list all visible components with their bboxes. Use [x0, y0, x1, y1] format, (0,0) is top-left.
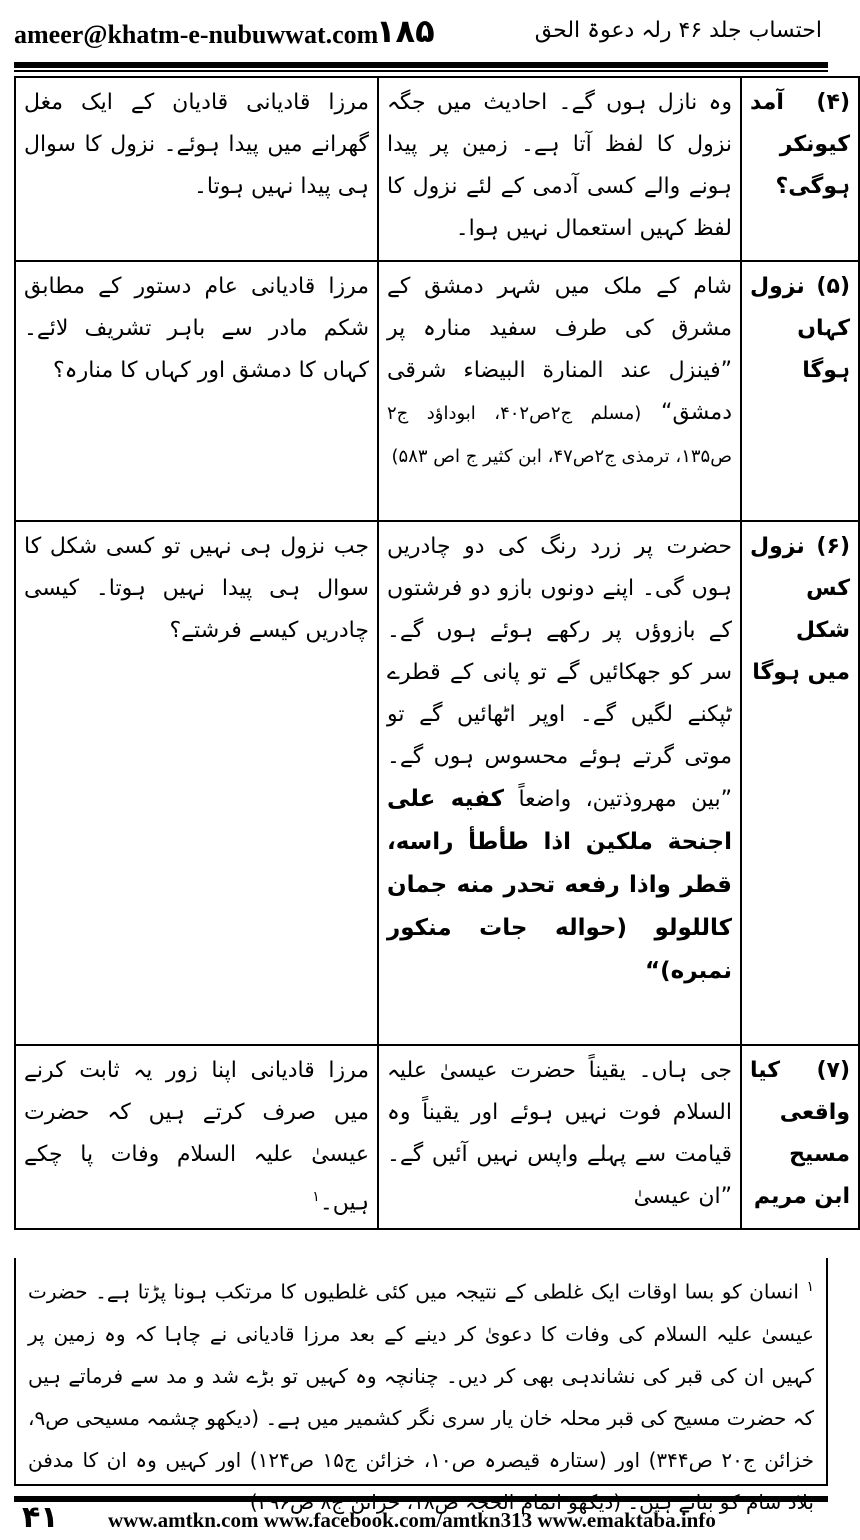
answer-text: حضرت پر زرد رنگ کی دو چادریں ہوں گی۔ اپنے دونوں بازو دو فرشتوں کے بازوؤں پر رکھے ہوئے ہوں گے۔ سر کو جھکائیں گے تو پانی کے قطرے ٹپکنے لگیں گے۔ اوپر اٹھائیں گے تو موتی گرتے ہوئے محسوس ہوں گے۔ ”بین مهروذتین، واضعاً — [387, 534, 732, 812]
page-header — [0, 0, 840, 62]
header-rule-thick — [14, 62, 828, 68]
header-book-title: احتساب جلد ۴۶ رلہ دعوۃ الحق — [534, 18, 822, 43]
footnote-text: انسان کو بسا اوقات ایک غلطی کے نتیجہ میں کئی غلطیوں کا مرتکب ہونا پڑتا ہے۔ حضرت عیسیٰ علیہ السلام کی وفات کا دعویٰ کر دینے کے بعد مرزا قادیانی نے چاہا کہ وہ زمین پر کہیں ان کی قبر کی نشاندہی بھی کر دیں۔ چنانچہ وہ کہیں تو بڑے شد و مد سے فرماتے ہیں کہ حضرت مسیح کی قبر محلہ خان یار سری نگر کشمیر میں ہے۔ (دیکھو چشمہ مسیحی ص۹، خزائن ج۲۰ ص۳۴۴) اور (ستارہ قیصرہ ص۱۰، خزائن ج۱۵ ص۱۲۴) اور کہیں وہ ان کا مدفن — [28, 1279, 815, 1472]
row-answer: وہ نازل ہوں گے۔ احادیث میں جگہ نزول کا لفظ آتا ہے۔ زمین پر پیدا ہونے والے کسی آدمی کے لئے نزول کا لفظ کہیں استعمال نہیں ہوا۔ — [378, 77, 741, 261]
footer-page-number: ۴۱ — [22, 1500, 59, 1535]
row-comment: جب نزول ہی نہیں تو کسی شکل کا سوال ہی پیدا نہیں ہوتا۔ کیسی چادریں کیسے فرشتے؟ — [15, 521, 378, 1045]
row-comment — [15, 1045, 378, 1229]
row-answer — [378, 521, 741, 1045]
comment-text: مرزا قادیانی اپنا زور یہ ثابت کرنے میں صرف کرتے ہیں کہ حضرت عیسیٰ علیہ السلام وفات پا چکے ہیں۔ — [24, 1058, 369, 1216]
table-row — [15, 521, 859, 1045]
footer-rule — [14, 1496, 828, 1502]
row-topic: (۴) آمد کیونکر ہوگی؟ — [741, 77, 859, 261]
answer-arabic-quote: کفیه علی اجنحة ملکین اذا طأطأ راسه، قطر واذا رفعه تحدر منه جمان کاللولو (حواله جات منکور نمبره)“ — [387, 786, 732, 984]
row-topic: (۶) نزول کس شکل میں ہوگا — [741, 521, 859, 1045]
answer-text: شام کے ملک میں شہر دمشق کے مشرق کی طرف سفید منارہ پر ”فینزل عند المنارة البیضاء شرقی دمشق“ — [387, 274, 732, 425]
table-row — [15, 77, 859, 261]
table-row — [15, 1045, 859, 1229]
table-row — [15, 261, 859, 521]
header-page-number: ۱۸۵ — [376, 12, 435, 50]
answer-reference: (مسلم ج۲ص۴۰۲، ابوداؤد ج۲ ص۱۳۵، ترمذی ج۲ص۴۷، ابن کثیر ج اص ۵۸۳) — [387, 403, 732, 467]
row-topic: (۵) نزول کہاں ہوگا — [741, 261, 859, 521]
footer-urls: www.amtkn.com www.facebook.com/amtkn313 www.emaktaba.info — [108, 1508, 716, 1532]
row-topic: (۷) کیا واقعی مسیح ابن مریم — [741, 1045, 859, 1229]
row-answer: جی ہاں۔ یقیناً حضرت عیسیٰ علیہ السلام فوت نہیں ہوئے اور یقیناً وہ قیامت سے پہلے واپس نہیں آئیں گے۔ ”ان عیسیٰ — [378, 1045, 741, 1229]
row-answer — [378, 261, 741, 521]
comparison-table — [14, 76, 860, 1230]
header-email: ameer@khatm-e-nubuwwat.com — [14, 20, 379, 49]
footnote-mark: ۱ — [806, 1279, 814, 1295]
footnote — [14, 1258, 828, 1486]
header-rule-thin — [14, 70, 828, 72]
row-comment: مرزا قادیانی عام دستور کے مطابق شکم مادر سے باہر تشریف لائے۔ کہاں کا دمشق اور کہاں کا منارہ؟ — [15, 261, 378, 521]
row-comment: مرزا قادیانی قادیان کے ایک مغل گھرانے میں پیدا ہوئے۔ نزول کا سوال ہی پیدا نہیں ہوتا۔ — [15, 77, 378, 261]
footnote-marker: ۱ — [312, 1189, 320, 1205]
